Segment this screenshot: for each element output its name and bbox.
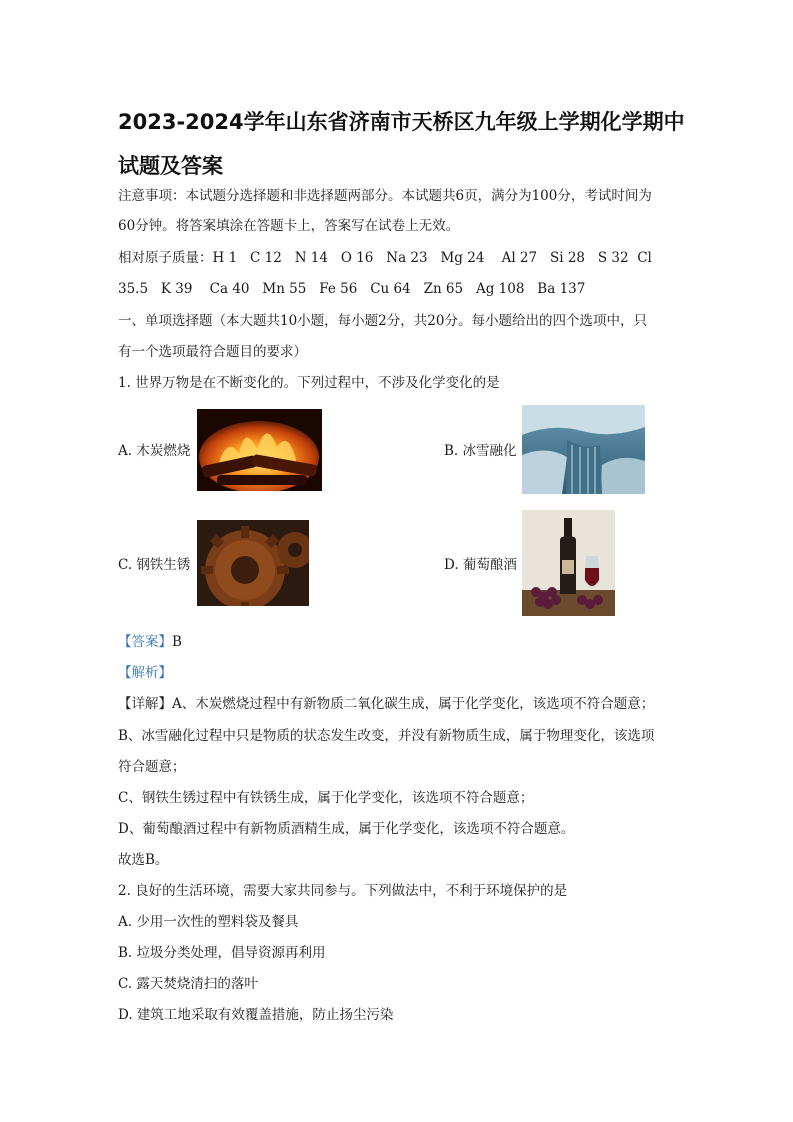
- option-d-label: D. 葡萄酿酒: [444, 557, 517, 573]
- detail-line-3: 符合题意；: [118, 759, 186, 775]
- option-b-label: B. 冰雪融化: [444, 443, 517, 459]
- document-title: 2023-2024学年山东省济南市天桥区九年级上学期化学期中试题及答案: [118, 110, 685, 178]
- section-heading-line-1: 一、单项选择题（本大题共10小题，每小题2分，共20分。每小题给出的四个选项中，只: [118, 313, 647, 329]
- detail-line-2: B、冰雪融化过程中只是物质的状态发生改变，并没有新物质生成，属于物理变化，该选项: [118, 728, 655, 744]
- detail-line-1: [118, 694, 654, 714]
- notice-line-1: 注意事项：本试题分选择题和非选择题两部分。本试题共6页，满分为100分，考试时间为: [118, 188, 652, 204]
- answer-row: [118, 632, 182, 652]
- question-2-stem: 2. 良好的生活环境，需要大家共同参与。下列做法中，不利于环境保护的是: [118, 883, 568, 899]
- option-a-label: A. 木炭燃烧: [118, 443, 191, 459]
- atomic-mass-line-2: 35.5 K 39 Ca 40 Mn 55 Fe 56 Cu 64 Zn 65 Ag 108 Ba 137: [118, 281, 586, 297]
- charcoal-fire-image: [197, 409, 322, 491]
- wine-grapes-image: [522, 510, 615, 616]
- detail-text-1: A、木炭燃烧过程中有新物质二氧化碳生成，属于化学变化，该选项不符合题意；: [172, 696, 655, 712]
- q2-option-b: B. 垃圾分类处理，倡导资源再利用: [118, 945, 326, 961]
- atomic-mass-line-1: 相对原子质量：H 1 C 12 N 14 O 16 Na 23 Mg 24 Al 27 Si 28 S 32 Cl: [118, 250, 652, 266]
- q2-option-d: D. 建筑工地采取有效覆盖措施，防止扬尘污染: [118, 1007, 394, 1023]
- detail-tag: 【详解】: [118, 696, 172, 712]
- notice-line-2: 60分钟。将答案填涂在答题卡上，答案写在试卷上无效。: [118, 218, 460, 234]
- answer-value: B: [172, 634, 182, 650]
- question-1-stem: 1. 世界万物是在不断变化的。下列过程中，不涉及化学变化的是: [118, 375, 500, 391]
- melting-ice-image: [522, 405, 645, 494]
- section-heading-line-2: 有一个选项最符合题目的要求）: [118, 344, 307, 360]
- detail-line-4: C、钢铁生锈过程中有铁锈生成，属于化学变化，该选项不符合题意；: [118, 790, 534, 806]
- option-c-label: C. 钢铁生锈: [118, 557, 191, 573]
- detail-line-5: D、葡萄酿酒过程中有新物质酒精生成，属于化学变化，该选项不符合题意。: [118, 821, 575, 837]
- answer-tag: 【答案】: [118, 634, 172, 650]
- conclusion-line: 故选B。: [118, 852, 169, 868]
- rusty-gear-image: [197, 520, 309, 606]
- analysis-tag: 【解析】: [118, 665, 172, 681]
- q2-option-c: C. 露天焚烧清扫的落叶: [118, 976, 258, 992]
- q2-option-a: A. 少用一次性的塑料袋及餐具: [118, 914, 299, 930]
